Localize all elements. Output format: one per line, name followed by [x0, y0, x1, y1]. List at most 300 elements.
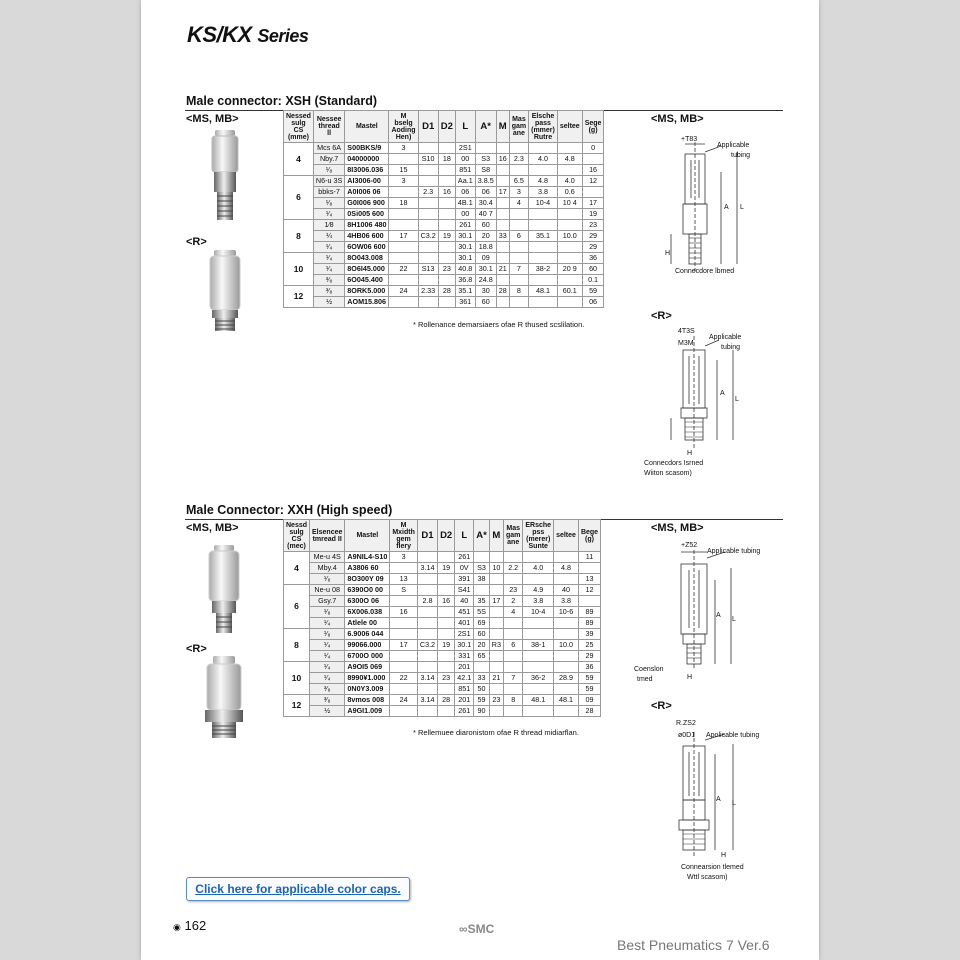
table-header-cell: Nessee thread ll [313, 111, 344, 143]
model-cell: 8ORK5.000 [345, 286, 389, 297]
table-cell: 0.1 [582, 275, 604, 286]
fitting-photo-r-2 [199, 656, 249, 740]
section2-diagram-r-title: <R> [651, 700, 672, 712]
tubing-size-cell: 4 [284, 143, 314, 176]
table-cell: ¹⁄₄ [313, 242, 344, 253]
table-cell [489, 706, 503, 717]
table-cell: 16 [390, 607, 418, 618]
table-cell: 40.8 [455, 264, 475, 275]
table-cell [523, 662, 554, 673]
table-cell: 17 [496, 187, 509, 198]
table-row [284, 220, 604, 231]
table-cell: 30.1 [455, 253, 475, 264]
table-header-cell: M [496, 111, 509, 143]
section2-spec-table [283, 519, 601, 717]
table-cell: 38 [474, 574, 490, 585]
table-cell: 10-4 [529, 198, 558, 209]
table-cell [509, 209, 528, 220]
table-cell [489, 574, 503, 585]
color-caps-link-label[interactable]: Click here for applicable color caps. [195, 882, 401, 896]
table-cell: 59 [578, 673, 600, 684]
table-cell: ³⁄₈ [313, 286, 344, 297]
table-cell [523, 706, 554, 717]
table-cell: 15 [389, 165, 418, 176]
table-cell [523, 629, 554, 640]
model-cell: 6300O 06 [345, 596, 390, 607]
table-cell: 4 [509, 198, 528, 209]
table-cell [389, 297, 418, 308]
table-cell [389, 220, 418, 231]
table-cell: 60 [475, 297, 496, 308]
model-cell: AOM15.806 [345, 297, 389, 308]
table-cell [554, 574, 579, 585]
tubing-size-cell: 8 [284, 629, 310, 662]
table-cell: 8 [503, 695, 522, 706]
table-cell [496, 275, 509, 286]
table-cell: 28 [578, 706, 600, 717]
table-cell: 00 [455, 154, 475, 165]
tubing-size-cell: 10 [284, 253, 314, 286]
catalog-page [141, 0, 819, 960]
table-cell: 24 [389, 286, 418, 297]
table-cell: 28 [496, 286, 509, 297]
table-cell [417, 662, 437, 673]
table-cell [438, 607, 455, 618]
table-cell: 17 [389, 231, 418, 242]
table-cell [438, 552, 455, 563]
table-cell [438, 242, 455, 253]
table-cell: 3.8 [523, 596, 554, 607]
table-cell: 2.2 [503, 563, 522, 574]
table-cell: 0V [455, 563, 474, 574]
table-cell: 3.14 [417, 695, 437, 706]
table-cell: 261 [455, 552, 474, 563]
table-cell: 6 [503, 640, 522, 651]
table-cell: 2S1 [455, 629, 474, 640]
diag1-r-a: A [720, 390, 725, 397]
table-cell: 59 [582, 286, 604, 297]
table-cell: 10-4 [523, 607, 554, 618]
table-cell: 60 [474, 629, 490, 640]
table-cell: R3 [489, 640, 503, 651]
diag1-ms-top: +T83 [681, 136, 698, 143]
table-cell [389, 209, 418, 220]
table-cell: 18 [389, 198, 418, 209]
table-cell: 22 [390, 673, 418, 684]
table-row [284, 618, 601, 629]
table-cell: 10.0 [557, 231, 582, 242]
table-cell [417, 607, 437, 618]
table-cell: 60 [475, 220, 496, 231]
table-header-cell: Elsche pass (mmer) Rutre [529, 111, 558, 143]
table-cell: ¹⁄₈ [313, 165, 344, 176]
table-cell: bbks-7 [313, 187, 344, 198]
table-cell: 10-6 [554, 607, 579, 618]
diag2-r-conn1: Connearsion tlemed [681, 864, 744, 871]
table-cell [529, 143, 558, 154]
table-cell: 16 [438, 596, 455, 607]
table-cell: 29 [582, 231, 604, 242]
table-cell [390, 629, 418, 640]
table-header-cell: A* [474, 520, 490, 552]
page-number: ◉ 162 [173, 918, 207, 933]
table-cell: 35.1 [529, 231, 558, 242]
table-cell [438, 629, 455, 640]
table-cell: 10 4 [557, 198, 582, 209]
table-cell: 3 [390, 552, 418, 563]
table-cell [523, 651, 554, 662]
tubing-size-cell: 6 [284, 585, 310, 629]
diag2-ms-conn2: tmed [637, 676, 653, 683]
table-cell: 7 [509, 264, 528, 275]
table-cell: S3 [475, 154, 496, 165]
diag2-ms-a: A [716, 612, 721, 619]
table-cell [438, 198, 455, 209]
diag1-r-l: L [735, 396, 739, 403]
table-header-row [284, 520, 601, 552]
table-cell: 33 [474, 673, 490, 684]
table-header-cell: Mas gam ane [509, 111, 528, 143]
table-cell: Nby.7 [313, 154, 344, 165]
table-cell: 3.14 [417, 563, 437, 574]
table-cell: 3 [389, 143, 418, 154]
table-cell [417, 684, 437, 695]
table-cell [509, 220, 528, 231]
table-header-cell: Mastel [345, 520, 390, 552]
tubing-size-cell: 6 [284, 176, 314, 220]
table-cell: ¹⁄₈ [310, 607, 345, 618]
table-cell: 16 [496, 154, 509, 165]
table-cell: 1⁄8 [313, 220, 344, 231]
table-row [284, 629, 601, 640]
table-cell: ¹⁄₈ [310, 629, 345, 640]
model-cell: 8O6I45.000 [345, 264, 389, 275]
table-cell: 36 [578, 662, 600, 673]
table-cell: 50 [474, 684, 490, 695]
table-cell: ¹⁄₄ [310, 651, 345, 662]
table-cell [417, 574, 437, 585]
table-cell: 65 [474, 651, 490, 662]
table-cell: 8 [509, 286, 528, 297]
table-cell: ³⁄₈ [310, 695, 345, 706]
table-cell [474, 552, 490, 563]
table-cell [390, 684, 418, 695]
table-cell: 60 [582, 264, 604, 275]
section2-title: Male Connector: XXH (High speed) [186, 503, 393, 517]
table-header-cell: D2 [438, 520, 455, 552]
table-cell [417, 585, 437, 596]
table-cell: 3 [509, 187, 528, 198]
table-cell [390, 662, 418, 673]
table-row [284, 286, 604, 297]
model-cell: 8I3006.036 [345, 165, 389, 176]
table-cell [503, 618, 522, 629]
tubing-size-cell: 12 [284, 695, 310, 717]
table-cell: 12 [578, 585, 600, 596]
tubing-size-cell: 10 [284, 662, 310, 695]
diag2-ms-h: H [687, 674, 693, 681]
table-cell [417, 618, 437, 629]
table-cell [496, 176, 509, 187]
table-row [284, 275, 604, 286]
table-cell: 12 [582, 176, 604, 187]
table-row [284, 297, 604, 308]
table-cell: 4.0 [523, 563, 554, 574]
table-cell: 21 [496, 264, 509, 275]
table-header-cell: A* [475, 111, 496, 143]
model-cell: A3806 60 [345, 563, 390, 574]
table-cell [489, 651, 503, 662]
table-cell [509, 275, 528, 286]
table-row [284, 231, 604, 242]
table-cell: 10 [489, 563, 503, 574]
table-cell [475, 143, 496, 154]
table-header-cell: D1 [417, 520, 437, 552]
table-cell: 2S1 [455, 143, 475, 154]
model-cell: A9NIL4-S10 [345, 552, 390, 563]
table-cell [557, 253, 582, 264]
table-cell: 89 [578, 618, 600, 629]
table-row [284, 673, 601, 684]
table-row [284, 187, 604, 198]
table-cell [438, 253, 455, 264]
table-cell: Me-u 4S [310, 552, 345, 563]
table-cell: 3.8.5 [475, 176, 496, 187]
table-cell: S13 [418, 264, 438, 275]
table-cell: 11 [578, 552, 600, 563]
model-cell: 04000000 [345, 154, 389, 165]
section2-note: * Rellemuee diaronistom ofae R thread midiarflan. [413, 728, 579, 737]
table-row [284, 209, 604, 220]
table-cell: 451 [455, 607, 474, 618]
table-cell [489, 585, 503, 596]
table-header-cell: ERsche pss (merer) Sunte [523, 520, 554, 552]
table-cell: ¹⁄₄ [313, 253, 344, 264]
table-cell: S10 [418, 154, 438, 165]
table-cell: 19 [438, 640, 455, 651]
model-cell: 6O045.400 [345, 275, 389, 286]
smc-logo-icon: ∞ [459, 922, 468, 936]
table-cell [438, 220, 455, 231]
table-cell: 23 [438, 264, 455, 275]
table-cell: 28.9 [554, 673, 579, 684]
fitting-photo-ms [205, 130, 245, 222]
table-row [284, 706, 601, 717]
section2-r-label: <R> [186, 643, 207, 655]
table-cell [438, 209, 455, 220]
table-cell [438, 143, 455, 154]
table-cell: 24.8 [475, 275, 496, 286]
table-row [284, 563, 601, 574]
table-cell: Gsy.7 [310, 596, 345, 607]
table-cell [489, 662, 503, 673]
table-cell: 28 [438, 286, 455, 297]
table-cell [496, 198, 509, 209]
table-cell: 36-2 [523, 673, 554, 684]
color-caps-link[interactable] [186, 877, 410, 901]
table-cell [554, 651, 579, 662]
table-cell: ¼ [313, 231, 344, 242]
table-cell [438, 275, 455, 286]
table-cell [557, 143, 582, 154]
table-header-cell: L [455, 111, 475, 143]
table-cell [389, 275, 418, 286]
table-cell [554, 618, 579, 629]
model-cell: 8vmos 008 [345, 695, 390, 706]
table-cell [390, 563, 418, 574]
table-cell: C3.2 [417, 640, 437, 651]
table-cell: 6 [509, 231, 528, 242]
table-cell: ¹⁄₄ [313, 264, 344, 275]
diag2-r-applicable: Apolicable tubing [706, 732, 760, 739]
table-cell: 13 [390, 574, 418, 585]
table-cell: 48.1 [523, 695, 554, 706]
section2-ms-label: <MS, MB> [186, 522, 239, 534]
table-cell: 16 [582, 165, 604, 176]
table-cell [438, 684, 455, 695]
table-cell: 3 [389, 176, 418, 187]
table-cell: 59 [578, 684, 600, 695]
table-cell: S [390, 585, 418, 596]
table-row [284, 574, 601, 585]
smc-logo: ∞SMC [459, 922, 495, 936]
table-cell: 30.1 [455, 242, 475, 253]
table-cell: 16 [438, 187, 455, 198]
table-cell [390, 618, 418, 629]
table-cell [523, 684, 554, 695]
table-row [284, 695, 601, 706]
table-header-cell: seltee [554, 520, 579, 552]
table-cell: 06 [475, 187, 496, 198]
table-cell [557, 220, 582, 231]
table-cell: 2.33 [418, 286, 438, 297]
section1-title: Male connector: XSH (Standard) [186, 94, 377, 108]
model-cell: 0N0Y3.009 [345, 684, 390, 695]
table-cell [509, 165, 528, 176]
table-cell: 09 [475, 253, 496, 264]
fitting-photo-r [203, 250, 247, 332]
table-cell [582, 154, 604, 165]
diag1-r-top: 4T3S [678, 328, 695, 335]
table-cell: 09 [578, 695, 600, 706]
table-cell [557, 242, 582, 253]
table-cell: 18 [438, 154, 455, 165]
diag2-r-a: A [716, 796, 721, 803]
table-cell: Mcs 6A [313, 143, 344, 154]
table-cell: 30.4 [475, 198, 496, 209]
table-row [284, 165, 604, 176]
diag2-r-h: H [721, 852, 727, 859]
table-cell [496, 165, 509, 176]
table-cell: 3.8 [554, 596, 579, 607]
table-cell: 00 [455, 209, 475, 220]
table-row [284, 242, 604, 253]
diag1-r-h: H [687, 450, 693, 457]
table-cell [529, 209, 558, 220]
diag2-r-top: R.ZS2 [676, 720, 696, 727]
table-row [284, 662, 601, 673]
table-cell [509, 297, 528, 308]
table-cell [529, 220, 558, 231]
table-cell: 21 [489, 673, 503, 684]
table-cell: 60.1 [557, 286, 582, 297]
model-cell: A0I006 06 [345, 187, 389, 198]
table-cell: 19 [438, 563, 455, 574]
table-header-cell: M bselg Aoding Hen) [389, 111, 418, 143]
table-cell [474, 585, 490, 596]
section1-diagram-ms-title: <MS, MB> [651, 113, 704, 125]
model-cell: S00BKS/9 [345, 143, 389, 154]
table-cell [438, 585, 455, 596]
table-cell: ¹⁄₄ [310, 662, 345, 673]
table-cell: 89 [578, 607, 600, 618]
table-cell: C3.2 [418, 231, 438, 242]
table-cell [582, 187, 604, 198]
model-cell: 99066.000 [345, 640, 390, 651]
table-cell: 17 [390, 640, 418, 651]
table-header-cell: Mastel [345, 111, 389, 143]
tubing-size-cell: 12 [284, 286, 314, 308]
table-cell: 261 [455, 706, 474, 717]
table-cell [390, 706, 418, 717]
table-cell [438, 651, 455, 662]
model-cell: 8O300Y 09 [345, 574, 390, 585]
table-cell: 5S [474, 607, 490, 618]
diag2-ms-conn1: Coenslon [634, 666, 664, 673]
model-cell: 8990¥1.000 [345, 673, 390, 684]
table-cell [496, 143, 509, 154]
section1-diagram-r-title: <R> [651, 310, 672, 322]
table-cell [438, 176, 455, 187]
table-row [284, 684, 601, 695]
table-cell: 18.8 [475, 242, 496, 253]
table-cell: 2 [503, 596, 522, 607]
table-cell [474, 662, 490, 673]
table-cell: 4.8 [557, 154, 582, 165]
diag2-r-dim: ø0D1 [678, 732, 696, 739]
table-cell [554, 552, 579, 563]
diag2-ms-l: L [732, 616, 736, 623]
table-cell [529, 297, 558, 308]
table-cell: Mby.4 [310, 563, 345, 574]
diag2-ms-applicable: Applicable tubing [707, 548, 761, 555]
table-cell: 39 [578, 629, 600, 640]
table-cell [417, 552, 437, 563]
diag1-ms-a: A [724, 204, 729, 211]
table-cell: ¹⁄₈ [313, 198, 344, 209]
table-header-cell: Nessed sulg CS (mme) [284, 111, 314, 143]
table-cell [503, 706, 522, 717]
table-cell: 851 [455, 165, 475, 176]
model-cell: A9OI5 069 [345, 662, 390, 673]
page-marker-icon: ◉ [173, 922, 181, 932]
diag1-r-applicable: Applicable [709, 334, 742, 341]
table-cell: 2.8 [417, 596, 437, 607]
table-header-cell: M Mxidth gem flery [390, 520, 418, 552]
table-cell: 401 [455, 618, 474, 629]
table-cell: S8 [475, 165, 496, 176]
table-cell: 90 [474, 706, 490, 717]
diag1-ms-l: L [740, 204, 744, 211]
table-row [284, 264, 604, 275]
table-row [284, 596, 601, 607]
table-cell: 22 [389, 264, 418, 275]
table-cell [557, 275, 582, 286]
table-cell: 4.8 [529, 176, 558, 187]
table-cell [418, 242, 438, 253]
table-cell [529, 275, 558, 286]
table-cell: 38-2 [529, 264, 558, 275]
